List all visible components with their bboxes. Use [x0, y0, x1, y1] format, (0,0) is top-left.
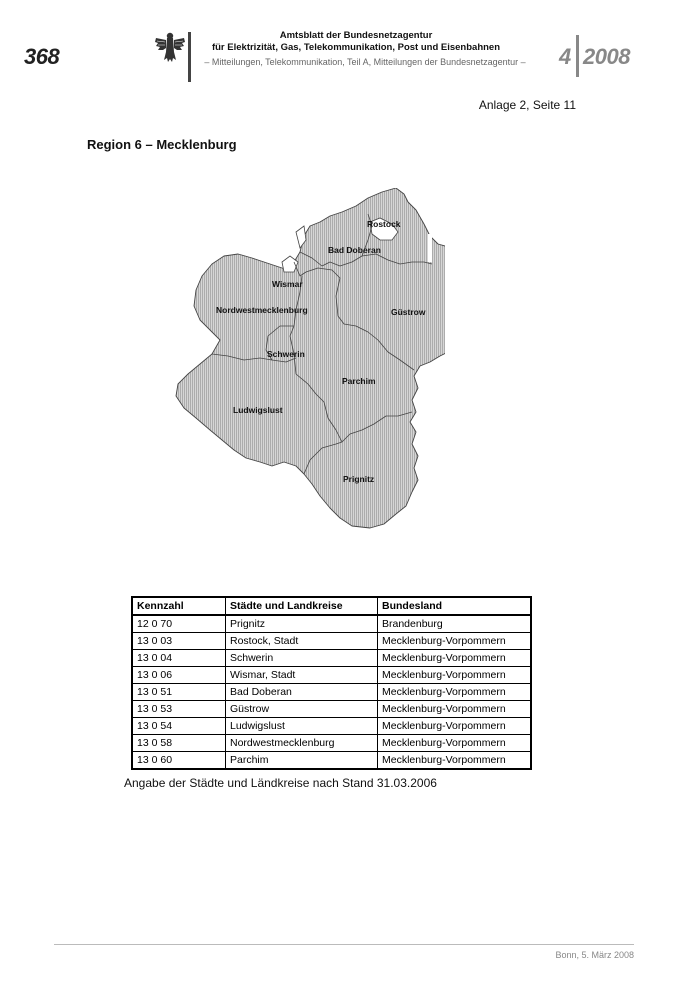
cell-bundesland: Mecklenburg-Vorpommern: [378, 701, 532, 718]
cell-kennzahl: 13 0 58: [132, 735, 226, 752]
region-map: [165, 188, 445, 533]
map-label: Güstrow: [391, 307, 426, 317]
cell-kennzahl: 13 0 51: [132, 684, 226, 701]
header-divider: [188, 32, 191, 82]
table-header-row: [132, 597, 531, 615]
cell-kennzahl: 13 0 03: [132, 633, 226, 650]
issue-year: 2008: [583, 44, 630, 69]
header-subtitle: – Mitteilungen, Telekommunikation, Teil A, Mitteilungen der Bundesnetzagentur –: [204, 57, 526, 67]
cell-bundesland: Mecklenburg-Vorpommern: [378, 633, 532, 650]
map-label: Rostock: [367, 219, 401, 229]
federal-eagle-icon: [153, 30, 187, 66]
table-row: [132, 615, 531, 633]
cell-kennzahl: 13 0 60: [132, 752, 226, 770]
table-row: [132, 752, 531, 770]
data-note: Angabe der Städte und Ländkreise nach Stand 31.03.2006: [124, 776, 437, 790]
cell-bundesland: Mecklenburg-Vorpommern: [378, 684, 532, 701]
cell-bundesland: Mecklenburg-Vorpommern: [378, 735, 532, 752]
header-title-line2: für Elektrizität, Gas, Telekommunikation, Post und Eisenbahnen: [211, 42, 501, 53]
cell-kennzahl: 13 0 53: [132, 701, 226, 718]
region-table: [131, 596, 532, 770]
cell-name: Wismar, Stadt: [226, 667, 378, 684]
cell-name: Güstrow: [226, 701, 378, 718]
map-label: Wismar: [272, 279, 303, 289]
issue-number: 4: [559, 44, 572, 69]
map-label: Parchim: [342, 376, 376, 386]
region-title: Region 6 – Mecklenburg: [87, 137, 237, 152]
col-header-staedte: Städte und Landkreise: [226, 597, 378, 615]
table-row: [132, 735, 531, 752]
anlage-reference: Anlage 2, Seite 11: [478, 98, 576, 112]
col-header-bundesland: Bundesland: [378, 597, 532, 615]
cell-name: Schwerin: [226, 650, 378, 667]
issue-divider: [576, 35, 579, 77]
table-row: [132, 667, 531, 684]
footer-date: Bonn, 5. März 2008: [555, 950, 634, 960]
cell-bundesland: Mecklenburg-Vorpommern: [378, 718, 532, 735]
cell-name: Ludwigslust: [226, 718, 378, 735]
map-label: Prignitz: [343, 474, 375, 484]
table-row: [132, 633, 531, 650]
cell-kennzahl: 13 0 06: [132, 667, 226, 684]
table-row: [132, 684, 531, 701]
cell-name: Nordwestmecklenburg: [226, 735, 378, 752]
cell-kennzahl: 13 0 04: [132, 650, 226, 667]
cell-bundesland: Brandenburg: [378, 615, 532, 633]
cell-bundesland: Mecklenburg-Vorpommern: [378, 650, 532, 667]
cell-kennzahl: 12 0 70: [132, 615, 226, 633]
map-outline: [176, 188, 445, 528]
cell-kennzahl: 13 0 54: [132, 718, 226, 735]
cell-name: Parchim: [226, 752, 378, 770]
header-title-line1: Amtsblatt der Bundesnetzagentur: [279, 30, 433, 41]
table-row: [132, 718, 531, 735]
cell-bundesland: Mecklenburg-Vorpommern: [378, 667, 532, 684]
footer-divider: [54, 944, 634, 945]
cell-name: Bad Doberan: [226, 684, 378, 701]
table-row: [132, 701, 531, 718]
col-header-kennzahl: Kennzahl: [132, 597, 226, 615]
map-label: Ludwigslust: [233, 405, 283, 415]
cell-name: Prignitz: [226, 615, 378, 633]
cell-bundesland: Mecklenburg-Vorpommern: [378, 752, 532, 770]
page-number: 368: [24, 44, 60, 69]
cell-name: Rostock, Stadt: [226, 633, 378, 650]
table-row: [132, 650, 531, 667]
map-label: Schwerin: [267, 349, 305, 359]
map-label: Bad Doberan: [328, 245, 381, 255]
map-label: Nordwestmecklenburg: [216, 305, 308, 315]
